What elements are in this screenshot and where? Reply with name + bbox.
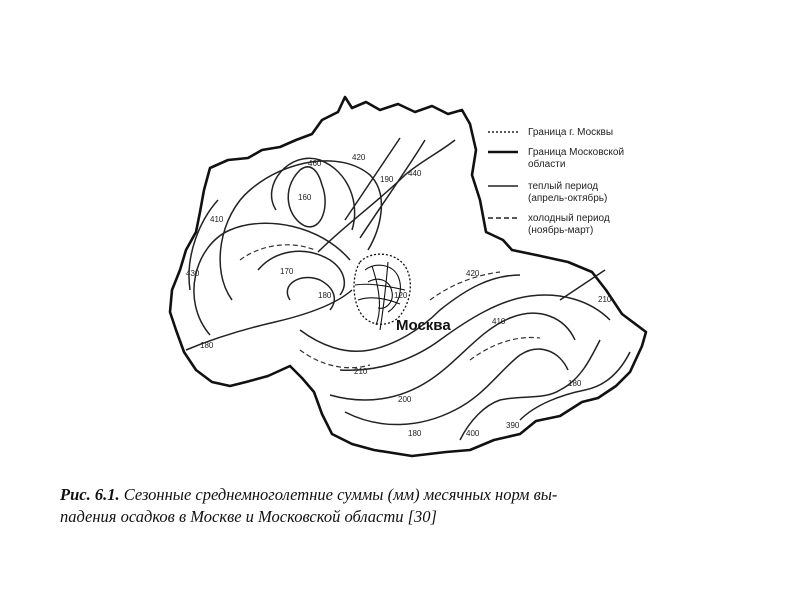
isoline-label: 410 [492, 317, 506, 326]
isoline-label: 420 [466, 269, 480, 278]
legend-label-line2: (апрель-октябрь) [528, 193, 608, 204]
isoline-label: 400 [466, 429, 480, 438]
isoline-label: 210 [598, 295, 612, 304]
isoline-label: 180 [408, 429, 422, 438]
map-legend [488, 127, 624, 236]
legend-label-line2: (ноябрь-март) [528, 225, 594, 236]
isoline-label: 190 [380, 175, 394, 184]
legend-label: Граница г. Москвы [528, 127, 614, 138]
legend-label: теплый период [528, 181, 599, 192]
city-label-moscow: Москва [396, 317, 451, 334]
isoline-label: 210 [354, 367, 368, 376]
isoline-label: 170 [280, 267, 294, 276]
isoline-label: 420 [352, 153, 366, 162]
isoline-label: 160 [298, 193, 312, 202]
isoline-label: 180 [568, 379, 582, 388]
legend-label: холодный период [528, 213, 610, 224]
isoline-label: 410 [210, 215, 224, 224]
isoline-label: 430 [186, 269, 200, 278]
legend-label-line2: области [528, 159, 566, 170]
isoline-label: 390 [506, 421, 520, 430]
isoline-label: 180 [200, 341, 214, 350]
caption-figure-number: Рис. 6.1. [60, 485, 120, 504]
figure-caption [60, 484, 750, 528]
isoline-label: 200 [398, 395, 412, 404]
isoline-label: 460 [308, 159, 322, 168]
legend-label: Граница Московской [528, 147, 625, 158]
caption-line-1 [60, 484, 750, 506]
isoline-label: 120 [394, 291, 408, 300]
caption-text: Сезонные среднемноголетние суммы (мм) месячных норм вы- [119, 485, 558, 504]
caption-line-2: падения осадков в Москве и Московской области [30] [60, 507, 437, 526]
isoline-label: 180 [318, 291, 332, 300]
isoline-label: 440 [408, 169, 422, 178]
